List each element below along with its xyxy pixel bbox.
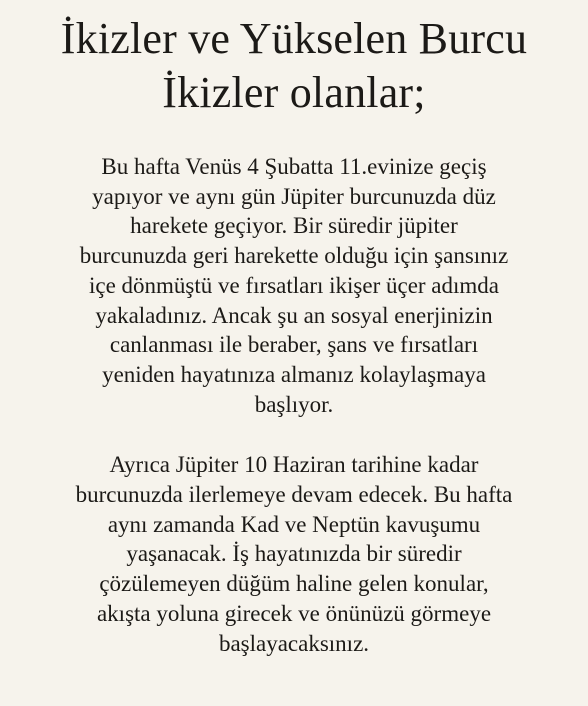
text-line: başlayacaksınız. xyxy=(218,630,370,656)
text-line: başlıyor. xyxy=(254,391,334,417)
paragraph-jupiter-neptune xyxy=(10,450,578,658)
text-line: burcunuzda geri harekette olduğu için şansınız xyxy=(79,243,509,269)
text-line: yakaladınız. Ancak şu an sosyal enerjinizin xyxy=(95,302,493,328)
text-line: yeniden hayatınıza almanız kolaylaşmaya xyxy=(102,361,486,387)
text-line: akışta yoluna girecek ve önünüzü görmeye xyxy=(96,600,492,626)
title-line: İkizler ve Yükselen Burcu xyxy=(60,14,528,63)
text-line: çözülemeyen düğüm haline gelen konular, xyxy=(99,571,489,597)
page-title xyxy=(10,0,578,120)
text-line: Ayrıca Jüpiter 10 Haziran tarihine kadar xyxy=(109,452,479,478)
text-line: harekete geçiyor. Bir süredir jüpiter xyxy=(130,213,458,239)
paragraph-venus-jupiter xyxy=(10,152,578,419)
text-line: içe dönmüştü ve fırsatları ikişer üçer adımda xyxy=(88,272,500,298)
text-line: canlanması ile beraber, şans ve fırsatları xyxy=(109,332,479,358)
text-line: yaşanacak. İş hayatınızda bir süredir xyxy=(126,541,462,567)
text-line: Bu hafta Venüs 4 Şubatta 11.evinize geçiş xyxy=(101,154,487,179)
title-line: İkizler olanlar; xyxy=(162,68,426,117)
text-line: burcunuzda ilerlemeye devam edecek. Bu hafta xyxy=(75,482,513,508)
text-line: aynı zamanda Kad ve Neptün kavuşumu xyxy=(107,511,481,537)
text-line: yapıyor ve aynı gün Jüpiter burcunuzda düz xyxy=(92,183,496,209)
